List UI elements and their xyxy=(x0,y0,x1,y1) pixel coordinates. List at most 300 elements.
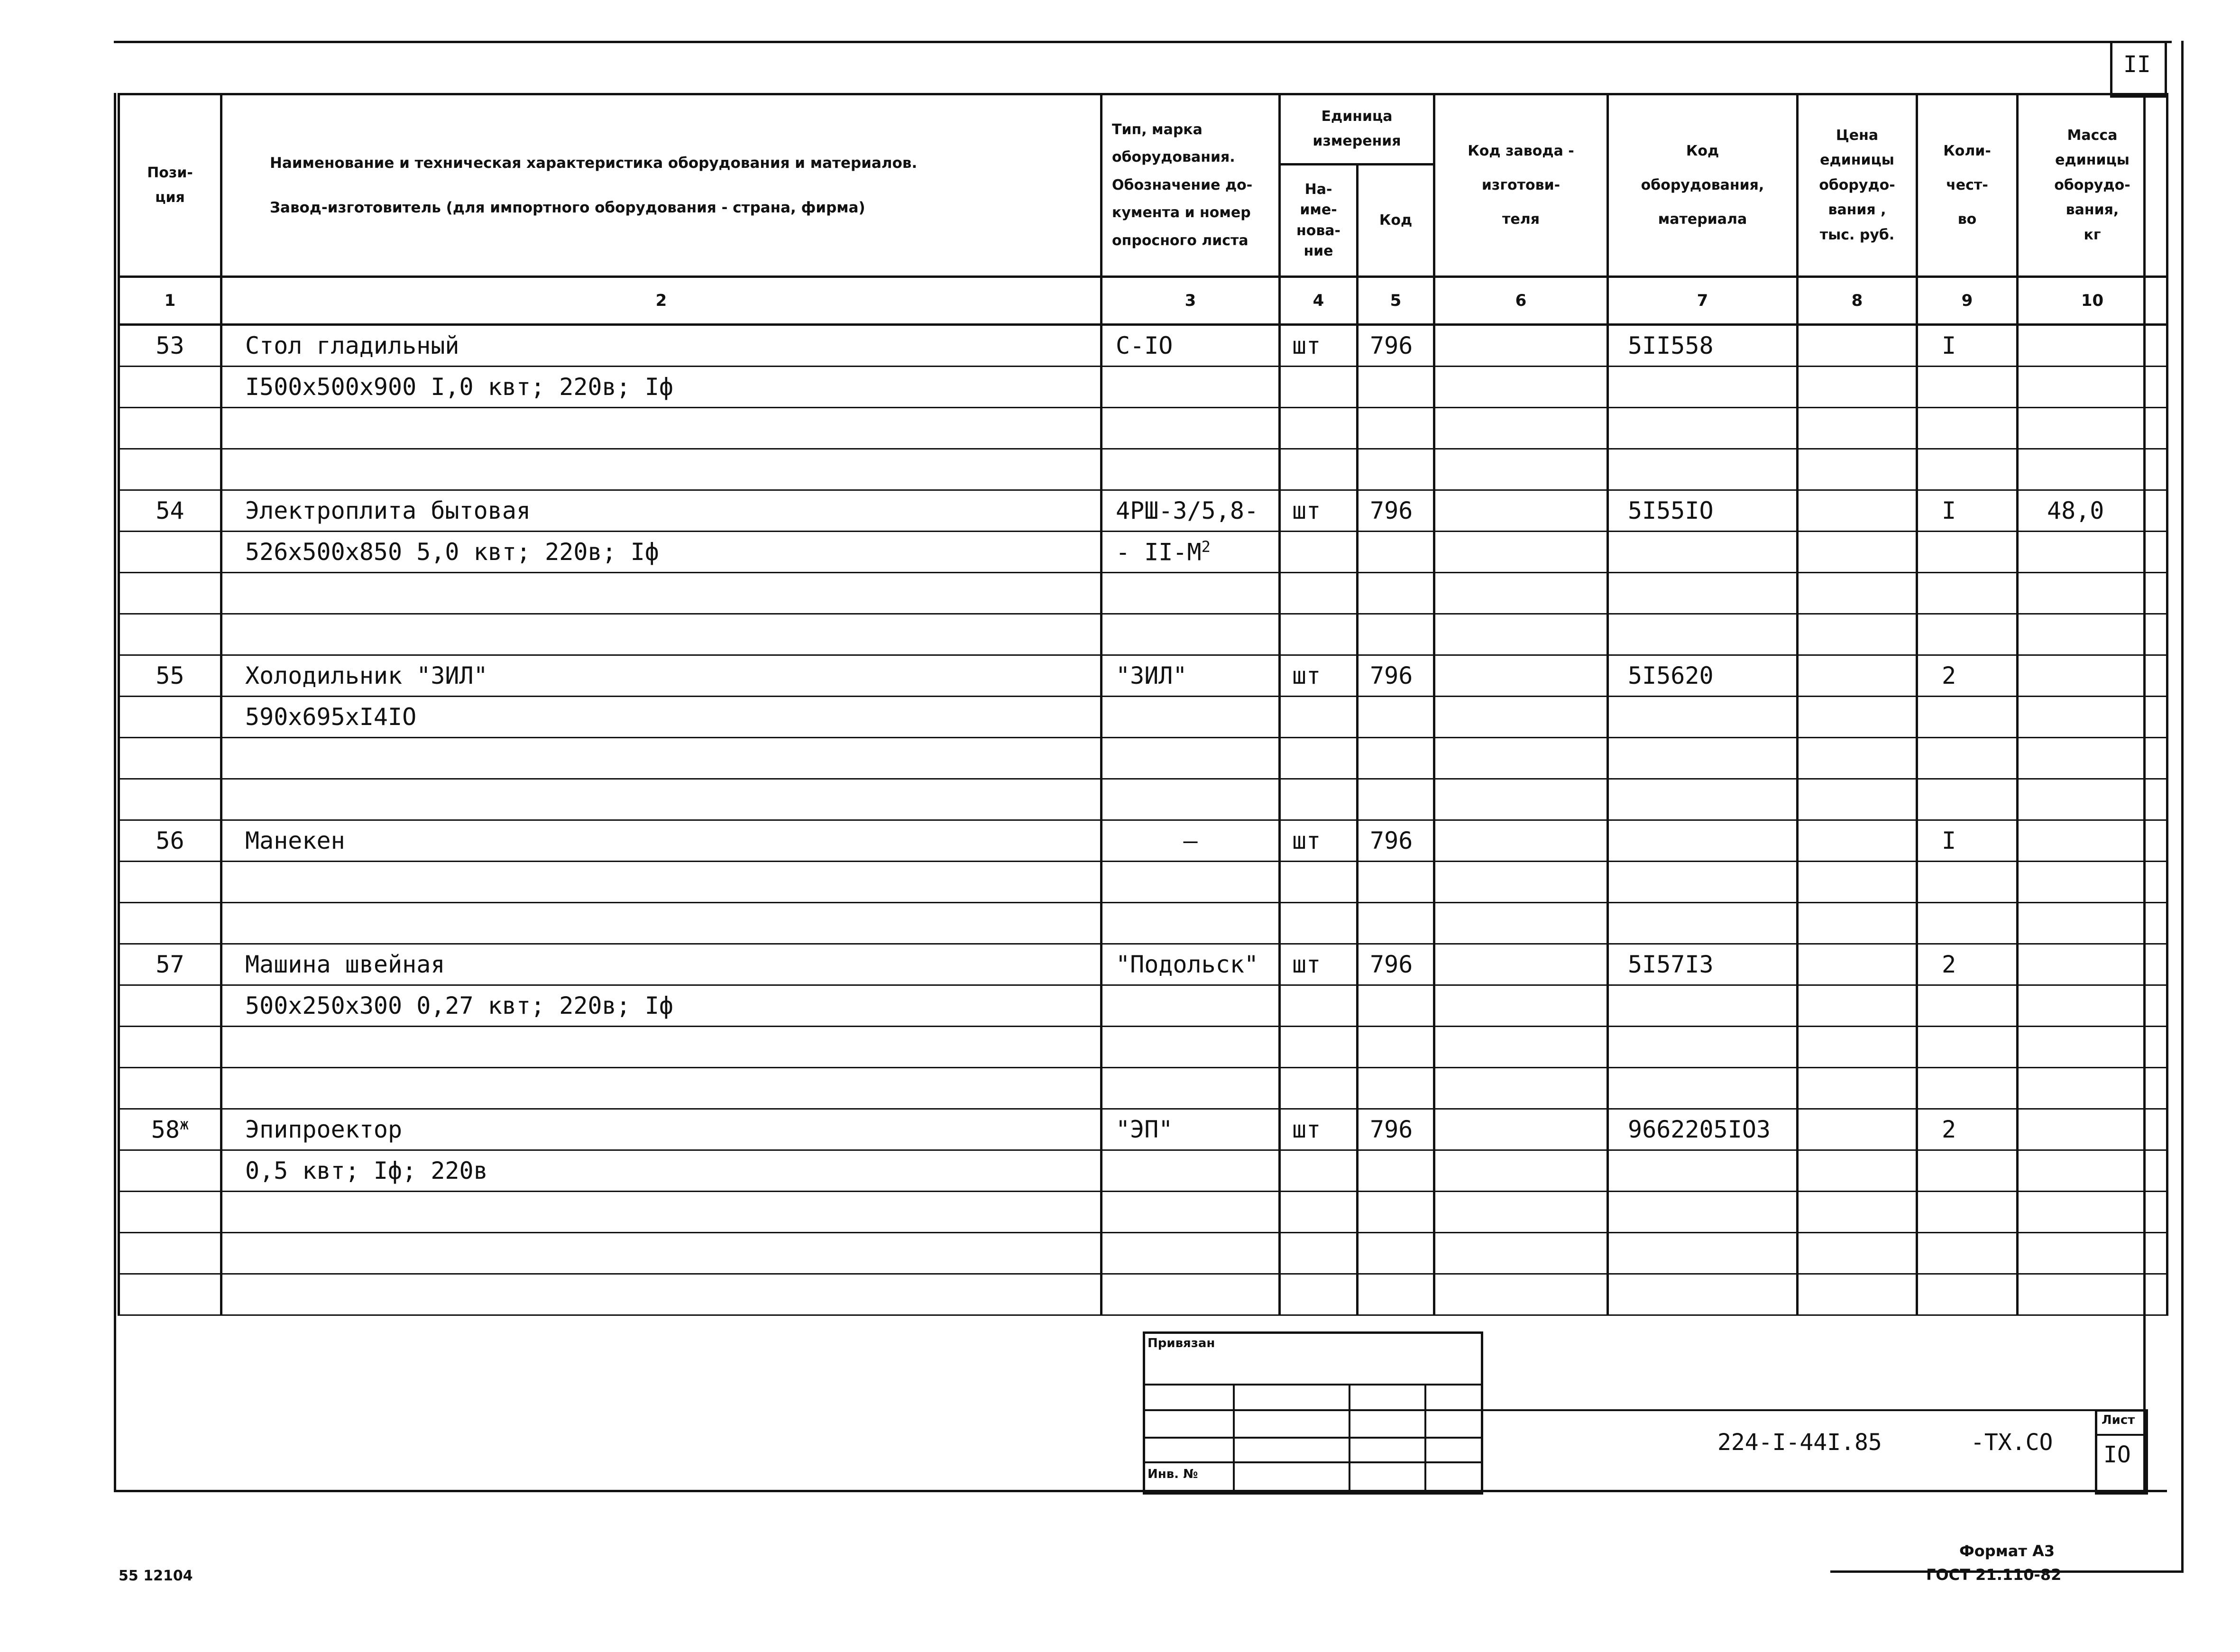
name-cell-text: Холодильник "ЗИЛ" xyxy=(245,662,488,689)
table-row xyxy=(119,449,2167,490)
position-cell xyxy=(119,490,221,532)
quantity-cell xyxy=(1917,449,2018,490)
position-cell xyxy=(119,573,221,614)
quantity-cell xyxy=(1917,903,2018,944)
unit-code-cell xyxy=(1358,903,1434,944)
equipment-code-cell xyxy=(1608,490,1798,532)
unit-name-cell xyxy=(1280,1274,1358,1315)
quantity-cell xyxy=(1917,490,2018,532)
quantity-cell-text: 2 xyxy=(1942,662,1956,689)
unit-code-cell xyxy=(1358,573,1434,614)
name-cell xyxy=(221,1274,1102,1315)
quantity-cell xyxy=(1917,1233,2018,1274)
unit-name-cell xyxy=(1280,779,1358,820)
type-cell xyxy=(1102,367,1280,408)
equipment-code-cell xyxy=(1608,903,1798,944)
price-cell xyxy=(1798,944,1917,985)
name-cell xyxy=(221,573,1102,614)
col-number: 2 xyxy=(221,277,1102,325)
header-equipment-code: Код оборудования, материала xyxy=(1608,94,1798,277)
unit-code-cell xyxy=(1358,1192,1434,1233)
table-row xyxy=(119,779,2167,820)
name-cell xyxy=(221,1192,1102,1233)
unit-code-cell xyxy=(1358,944,1434,985)
position-cell xyxy=(119,1068,221,1109)
table-row xyxy=(119,985,2167,1027)
equipment-code-cell-text: 5II558 xyxy=(1628,332,1714,359)
maker-code-cell xyxy=(1434,325,1608,367)
quantity-cell xyxy=(1917,1068,2018,1109)
quantity-cell xyxy=(1917,1192,2018,1233)
frame-top-line xyxy=(114,41,2172,43)
equipment-code-cell xyxy=(1608,985,1798,1027)
unit-name-cell xyxy=(1280,738,1358,779)
name-cell xyxy=(221,1068,1102,1109)
unit-code-cell xyxy=(1358,697,1434,738)
equipment-code-cell-text: 5I5620 xyxy=(1628,662,1714,689)
quantity-cell xyxy=(1917,1109,2018,1150)
maker-code-cell xyxy=(1434,655,1608,697)
type-cell xyxy=(1102,614,1280,655)
table-row xyxy=(119,862,2167,903)
unit-code-cell xyxy=(1358,779,1434,820)
type-cell xyxy=(1102,325,1280,367)
unit-name-cell-text: шт xyxy=(1292,1116,1321,1143)
price-cell xyxy=(1798,573,1917,614)
sheet-label: Лист xyxy=(2102,1413,2135,1427)
table-row xyxy=(119,738,2167,779)
binding-block-line xyxy=(1143,1437,1481,1439)
equipment-code-cell xyxy=(1608,1027,1798,1068)
name-cell xyxy=(221,325,1102,367)
col-number: 5 xyxy=(1358,277,1434,325)
position-cell xyxy=(119,1027,221,1068)
header-unit-name: На- име- нова- ние xyxy=(1280,164,1358,276)
position-cell-text: 53 xyxy=(156,332,184,359)
header-mass: Масса единицы оборудо- вания, кг xyxy=(2018,94,2167,277)
table-row xyxy=(119,1274,2167,1315)
header-maker-code: Код завода - изготови- теля xyxy=(1434,94,1608,277)
position-cell xyxy=(119,820,221,862)
type-cell xyxy=(1102,862,1280,903)
quantity-cell xyxy=(1917,697,2018,738)
maker-code-cell xyxy=(1434,490,1608,532)
price-cell xyxy=(1798,1274,1917,1315)
unit-code-cell-text: 796 xyxy=(1370,332,1413,359)
name-cell xyxy=(221,985,1102,1027)
price-cell xyxy=(1798,655,1917,697)
quantity-cell xyxy=(1917,573,2018,614)
type-cell xyxy=(1102,1150,1280,1192)
quantity-cell-text: I xyxy=(1942,332,1956,359)
unit-name-cell-text: шт xyxy=(1292,662,1321,689)
unit-name-cell xyxy=(1280,1109,1358,1150)
price-cell xyxy=(1798,449,1917,490)
name-cell-text: 500x250x300 0,27 квт; 220в; Iф xyxy=(245,992,674,1019)
maker-code-cell xyxy=(1434,449,1608,490)
col-number: 7 xyxy=(1608,277,1798,325)
position-cell-superscript: ж xyxy=(179,1115,189,1134)
unit-name-cell xyxy=(1280,655,1358,697)
binding-block-line xyxy=(1143,1409,1481,1411)
maker-code-cell xyxy=(1434,862,1608,903)
position-cell xyxy=(119,449,221,490)
type-cell xyxy=(1102,449,1280,490)
spec-table-body xyxy=(119,325,2167,1315)
position-cell xyxy=(119,862,221,903)
price-cell xyxy=(1798,532,1917,573)
header-unit-code: Код xyxy=(1358,164,1434,276)
unit-name-cell-text: шт xyxy=(1292,497,1321,524)
equipment-code-cell xyxy=(1608,862,1798,903)
position-cell-text: 57 xyxy=(156,951,184,978)
table-row xyxy=(119,573,2167,614)
table-row xyxy=(119,697,2167,738)
maker-code-cell xyxy=(1434,614,1608,655)
position-cell xyxy=(119,1233,221,1274)
unit-code-cell xyxy=(1358,325,1434,367)
col-number: 6 xyxy=(1434,277,1608,325)
price-cell xyxy=(1798,903,1917,944)
name-cell xyxy=(221,862,1102,903)
position-cell xyxy=(119,697,221,738)
position-cell xyxy=(119,532,221,573)
maker-code-cell xyxy=(1434,1027,1608,1068)
unit-name-cell xyxy=(1280,408,1358,449)
header-position: Пози- ция xyxy=(119,94,221,277)
maker-code-cell xyxy=(1434,697,1608,738)
equipment-code-cell xyxy=(1608,1233,1798,1274)
position-cell-text: 58 xyxy=(151,1116,180,1144)
quantity-cell xyxy=(1917,532,2018,573)
position-cell xyxy=(119,903,221,944)
quantity-cell xyxy=(1917,820,2018,862)
type-cell xyxy=(1102,408,1280,449)
maker-code-cell xyxy=(1434,367,1608,408)
type-cell xyxy=(1102,985,1280,1027)
table-row xyxy=(119,490,2167,532)
price-cell xyxy=(1798,862,1917,903)
quantity-cell xyxy=(1917,325,2018,367)
col-number: 1 xyxy=(119,277,221,325)
quantity-cell xyxy=(1917,367,2018,408)
unit-code-cell-text: 796 xyxy=(1370,497,1413,524)
maker-code-cell xyxy=(1434,1233,1608,1274)
table-row xyxy=(119,532,2167,573)
equipment-code-cell xyxy=(1608,408,1798,449)
type-cell xyxy=(1102,1233,1280,1274)
unit-name-cell xyxy=(1280,1192,1358,1233)
quantity-cell xyxy=(1917,944,2018,985)
unit-name-cell-text: шт xyxy=(1292,827,1321,854)
price-cell xyxy=(1798,1233,1917,1274)
position-cell xyxy=(119,614,221,655)
table-row xyxy=(119,1068,2167,1109)
equipment-code-cell xyxy=(1608,449,1798,490)
name-cell xyxy=(221,408,1102,449)
unit-name-cell xyxy=(1280,1068,1358,1109)
name-cell xyxy=(221,738,1102,779)
header-name-line2: Завод-изготовитель (для импортного оборудования - страна, фирма) xyxy=(270,199,865,216)
type-cell-text: - II-М xyxy=(1116,538,1202,566)
unit-code-cell xyxy=(1358,738,1434,779)
type-cell xyxy=(1102,1109,1280,1150)
equipment-code-cell xyxy=(1608,1109,1798,1150)
quantity-cell xyxy=(1917,985,2018,1027)
quantity-cell xyxy=(1917,1150,2018,1192)
quantity-cell-text: I xyxy=(1942,497,1956,524)
table-row xyxy=(119,1192,2167,1233)
table-row xyxy=(119,408,2167,449)
quantity-cell xyxy=(1917,862,2018,903)
type-cell-superscript: 2 xyxy=(1201,538,1211,556)
price-cell xyxy=(1798,325,1917,367)
quantity-cell xyxy=(1917,738,2018,779)
name-cell xyxy=(221,367,1102,408)
name-cell-text: Манекен xyxy=(245,827,345,854)
quantity-cell xyxy=(1917,614,2018,655)
type-cell-text: "Подольск" xyxy=(1116,951,1259,978)
unit-name-cell xyxy=(1280,532,1358,573)
name-cell xyxy=(221,903,1102,944)
name-cell xyxy=(221,655,1102,697)
unit-name-cell xyxy=(1280,449,1358,490)
type-cell xyxy=(1102,1274,1280,1315)
page-number-top: II xyxy=(2123,51,2151,78)
binding-block-line xyxy=(1143,1461,1481,1463)
price-cell xyxy=(1798,820,1917,862)
binding-block-divider xyxy=(1233,1384,1235,1490)
type-cell-text: "ЗИЛ" xyxy=(1116,662,1187,689)
frame-right-line xyxy=(2181,41,2184,1572)
maker-code-cell xyxy=(1434,1150,1608,1192)
maker-code-cell xyxy=(1434,408,1608,449)
unit-name-cell xyxy=(1280,614,1358,655)
unit-code-cell-text: 796 xyxy=(1370,1116,1413,1143)
unit-code-cell-text: 796 xyxy=(1370,662,1413,689)
position-cell xyxy=(119,985,221,1027)
unit-code-cell xyxy=(1358,985,1434,1027)
unit-name-cell xyxy=(1280,1233,1358,1274)
position-cell xyxy=(119,367,221,408)
table-row xyxy=(119,655,2167,697)
unit-name-cell-text: шт xyxy=(1292,951,1321,978)
price-cell xyxy=(1798,985,1917,1027)
equipment-code-cell xyxy=(1608,1274,1798,1315)
equipment-code-cell xyxy=(1608,367,1798,408)
unit-code-cell xyxy=(1358,820,1434,862)
document-code: 224-I-44I.85 xyxy=(1717,1429,1882,1456)
price-cell xyxy=(1798,614,1917,655)
unit-name-cell xyxy=(1280,573,1358,614)
binding-block-divider xyxy=(1424,1384,1426,1490)
equipment-code-cell-text: 5I55IO xyxy=(1628,497,1714,524)
sheet-number: IO xyxy=(2103,1441,2131,1468)
position-cell xyxy=(119,738,221,779)
frame-table-right-line xyxy=(2143,93,2146,1492)
unit-name-cell xyxy=(1280,862,1358,903)
type-cell xyxy=(1102,820,1280,862)
type-cell xyxy=(1102,532,1280,573)
unit-code-cell xyxy=(1358,449,1434,490)
table-row xyxy=(119,367,2167,408)
type-cell xyxy=(1102,738,1280,779)
footer-left-code: 55 12104 xyxy=(119,1568,193,1584)
unit-code-cell xyxy=(1358,614,1434,655)
position-cell xyxy=(119,1109,221,1150)
sheet-number-divider xyxy=(2095,1434,2146,1436)
maker-code-cell xyxy=(1434,532,1608,573)
unit-code-cell xyxy=(1358,367,1434,408)
unit-name-cell xyxy=(1280,820,1358,862)
price-cell xyxy=(1798,697,1917,738)
unit-code-cell xyxy=(1358,1274,1434,1315)
type-cell xyxy=(1102,697,1280,738)
quantity-cell xyxy=(1917,408,2018,449)
table-row xyxy=(119,1150,2167,1192)
unit-code-cell xyxy=(1358,1233,1434,1274)
name-cell xyxy=(221,1150,1102,1192)
footer-gost: ГОСТ 21.110-82 xyxy=(1926,1566,2062,1584)
name-cell-text: Стол гладильный xyxy=(245,332,459,359)
price-cell xyxy=(1798,1150,1917,1192)
equipment-code-cell xyxy=(1608,944,1798,985)
type-cell xyxy=(1102,1192,1280,1233)
price-cell xyxy=(1798,1068,1917,1109)
type-cell xyxy=(1102,944,1280,985)
position-cell xyxy=(119,655,221,697)
maker-code-cell xyxy=(1434,820,1608,862)
position-cell xyxy=(119,408,221,449)
unit-code-cell xyxy=(1358,862,1434,903)
equipment-code-cell xyxy=(1608,820,1798,862)
footer-format: Формат А3 xyxy=(1959,1542,2055,1560)
position-cell-text: 55 xyxy=(156,662,184,689)
title-block-top-line xyxy=(1478,1409,2143,1411)
quantity-cell-text: 2 xyxy=(1942,951,1956,978)
unit-code-cell xyxy=(1358,1027,1434,1068)
unit-code-cell-text: 796 xyxy=(1370,951,1413,978)
name-cell xyxy=(221,532,1102,573)
maker-code-cell xyxy=(1434,944,1608,985)
header-name-line1: Наименование и техническая характеристика оборудования и материалов. xyxy=(270,154,918,172)
unit-name-cell xyxy=(1280,697,1358,738)
name-cell-text: 526x500x850 5,0 квт; 220в; Iф xyxy=(245,538,659,566)
table-row xyxy=(119,1027,2167,1068)
unit-code-cell xyxy=(1358,1068,1434,1109)
unit-name-cell xyxy=(1280,1150,1358,1192)
col-number: 10 xyxy=(2018,277,2167,325)
name-cell-text: 0,5 квт; Iф; 220в xyxy=(245,1157,488,1184)
maker-code-cell xyxy=(1434,1068,1608,1109)
name-cell xyxy=(221,697,1102,738)
unit-name-cell-text: шт xyxy=(1292,332,1321,359)
unit-code-cell xyxy=(1358,408,1434,449)
price-cell xyxy=(1798,779,1917,820)
name-cell xyxy=(221,1109,1102,1150)
table-row xyxy=(119,1233,2167,1274)
position-cell xyxy=(119,779,221,820)
name-cell xyxy=(221,820,1102,862)
equipment-code-cell-text: 9662205IO3 xyxy=(1628,1116,1771,1143)
name-cell-text: Электроплита бытовая xyxy=(245,497,531,524)
position-cell xyxy=(119,944,221,985)
quantity-cell-text: 2 xyxy=(1942,1116,1956,1143)
binding-label: Привязан xyxy=(1148,1336,1215,1350)
type-cell xyxy=(1102,655,1280,697)
binding-block-line xyxy=(1143,1384,1481,1386)
col-number: 4 xyxy=(1280,277,1358,325)
equipment-code-cell xyxy=(1608,779,1798,820)
position-cell xyxy=(119,1150,221,1192)
equipment-code-cell xyxy=(1608,738,1798,779)
maker-code-cell xyxy=(1434,1192,1608,1233)
column-number-row xyxy=(119,277,2167,325)
equipment-code-cell xyxy=(1608,1150,1798,1192)
frame-sheet-bottom-line xyxy=(114,1490,2167,1492)
name-cell xyxy=(221,614,1102,655)
price-cell xyxy=(1798,490,1917,532)
table-row xyxy=(119,614,2167,655)
position-cell-text: 54 xyxy=(156,497,184,524)
unit-name-cell xyxy=(1280,1027,1358,1068)
unit-code-cell xyxy=(1358,1150,1434,1192)
position-cell-text: 56 xyxy=(156,827,184,854)
type-cell-text: С-IO xyxy=(1116,332,1173,359)
equipment-code-cell-text: 5I57I3 xyxy=(1628,951,1714,978)
table-row xyxy=(119,1109,2167,1150)
name-cell xyxy=(221,944,1102,985)
quantity-cell xyxy=(1917,779,2018,820)
table-row xyxy=(119,820,2167,862)
unit-code-cell xyxy=(1358,655,1434,697)
col-number: 9 xyxy=(1917,277,2018,325)
table-row xyxy=(119,944,2167,985)
quantity-cell-text: I xyxy=(1942,827,1956,854)
unit-code-cell-text: 796 xyxy=(1370,827,1413,854)
document-suffix: -ТХ.СО xyxy=(1971,1429,2053,1456)
equipment-spec-table xyxy=(118,93,2168,1316)
header-price: Цена единицы оборудо- вания , тыс. руб. xyxy=(1798,94,1917,277)
maker-code-cell xyxy=(1434,779,1608,820)
header-type: Тип, марка оборудования. Обозначение до- кумента и номер опросного листа xyxy=(1102,94,1280,277)
unit-name-cell xyxy=(1280,490,1358,532)
unit-name-cell xyxy=(1280,325,1358,367)
equipment-code-cell xyxy=(1608,1192,1798,1233)
maker-code-cell xyxy=(1434,573,1608,614)
table-row xyxy=(119,903,2167,944)
price-cell xyxy=(1798,408,1917,449)
type-cell-text: — xyxy=(1183,827,1198,854)
type-cell-text: 4РШ-3/5,8- xyxy=(1116,497,1259,524)
equipment-code-cell xyxy=(1608,1068,1798,1109)
equipment-code-cell xyxy=(1608,614,1798,655)
binding-block-divider xyxy=(1349,1384,1350,1490)
unit-code-cell xyxy=(1358,1109,1434,1150)
equipment-code-cell xyxy=(1608,325,1798,367)
header-quantity: Коли- чест- во xyxy=(1917,94,2018,277)
unit-name-cell xyxy=(1280,944,1358,985)
quantity-cell xyxy=(1917,1027,2018,1068)
name-cell-text: Машина швейная xyxy=(245,951,445,978)
name-cell xyxy=(221,779,1102,820)
header-unit: Единица измерения xyxy=(1280,94,1434,165)
name-cell xyxy=(221,490,1102,532)
price-cell xyxy=(1798,738,1917,779)
name-cell-text: 590x695xI4IO xyxy=(245,703,417,731)
name-cell xyxy=(221,449,1102,490)
position-cell xyxy=(119,1192,221,1233)
